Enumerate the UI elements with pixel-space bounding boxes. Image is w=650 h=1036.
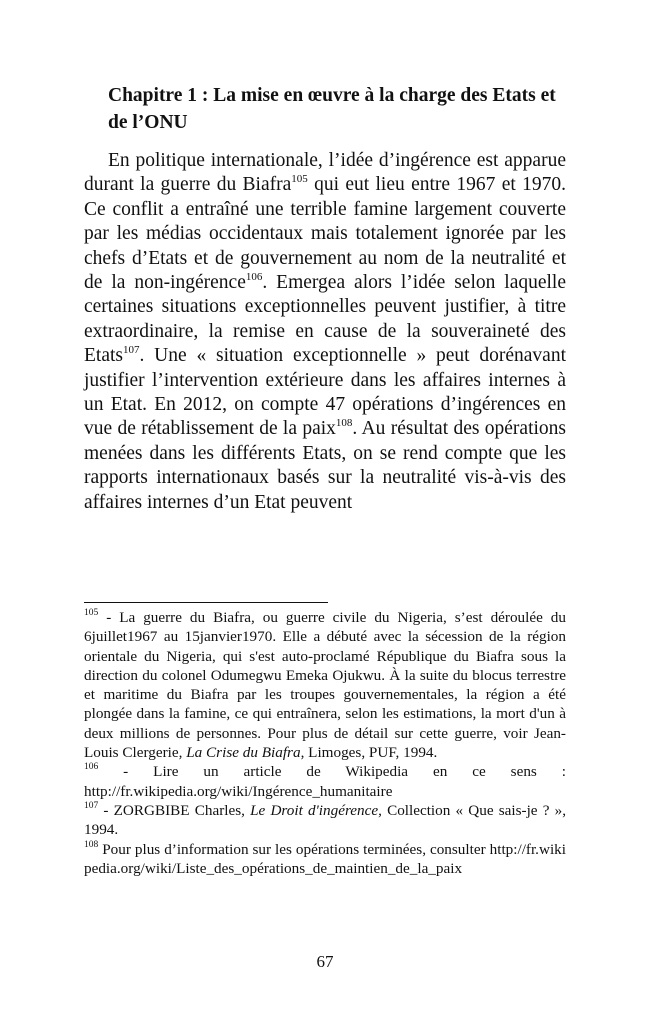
page-number: 67 [316, 952, 334, 971]
footnote-106 [84, 762, 566, 801]
footnote-text: , Limoges, PUF, 1994. [300, 744, 438, 762]
footnote-text: - ZORGBIBE Charles, [98, 801, 251, 819]
footnote-105 [84, 608, 566, 762]
wikipedia-link[interactable]: http://fr.wikipedia.org/wiki/Liste_des_opérations_de_maintien_de_la_paix [84, 840, 566, 877]
footnote-number: 105 [84, 607, 99, 618]
footnote-text: - La guerre du Biafra, ou guerre civile du Nigeria, s’est déroulée du 6juillet1967 au 15janvier1970. Elle a débuté avec la sécession de la région orientale du Nigeria, qui s'est auto-proclamé République du Biafra sous la direction du colonel Odumegwu Emeka Ojukwu. À la suite du blocus terrestre et maritime du Biafra par les troupes gouvernementales, la région a été plongée dans la famine, ce qui entraînera, selon les estimations, la mort d'un à deux millions de personnes. Pour plus de détail sur cette guerre, voir Jean-Louis Clergerie, [84, 609, 566, 762]
footnote-text: Pour plus d’information sur les opérations terminées, consulter [98, 840, 486, 858]
footnote-number: 106 [84, 762, 99, 773]
footnote-ref-106[interactable]: 106 [245, 270, 263, 283]
footnote-ref-105[interactable]: 105 [291, 172, 308, 185]
chapter-title: Chapitre 1 : La mise en œuvre à la charge des Etats et de l’ONU [108, 85, 556, 133]
footnote-107 [84, 801, 566, 840]
footnote-number: 107 [84, 800, 99, 811]
body-text-segment: qui eut lieu entre 1967 et 1970. Ce conflit a entraîné une terrible famine largement couverte par les médias occidentaux mais totalement ignorée par les chefs d’Etats et de gouvernement au nom de la neutralité et de la non-ingérence [84, 174, 566, 294]
footnote-ref-107[interactable]: 107 [123, 343, 140, 356]
footnote-ref-108[interactable]: 108 [335, 416, 353, 429]
body-text-segment: . Emergea alors l’idée selon laquelle certaines situations exceptionnelles peuvent justifier, à titre extraordinaire, la remise en cause de la souveraineté des Etats [84, 272, 567, 367]
footnotes-section [84, 608, 566, 878]
footnote-text: , Collection « Que sais-je ? », 1994. [84, 801, 566, 839]
footnote-number: 108 [84, 839, 99, 850]
footnote-text: - Lire un article de Wikipedia en ce sens : [98, 763, 566, 781]
book-title: Le Droit d'ingérence [250, 801, 379, 819]
book-title: La Crise du Biafra [186, 744, 301, 762]
body-paragraph [84, 149, 566, 515]
wikipedia-link[interactable]: http://fr.wikipedia.org/wiki/Ingérence_humanitaire [84, 782, 393, 800]
body-text-segment: . Une « situation exceptionnelle » peut dorénavant justifier l’intervention extérieure dans les affaires internes à un Etat. En 2012, on compte 47 opérations d’ingérences en vue de rétablissement de la paix [84, 345, 566, 440]
body-text-segment: . Au résultat des opérations menées dans les différents Etats, on se rend compte que les rapports internationaux basés sur la neutralité vis-à-vis des affaires internes d’un Etat peuvent [84, 418, 567, 513]
footnote-separator [84, 602, 328, 603]
footnote-108 [84, 840, 566, 879]
body-text-segment: En politique internationale, l’idée d’ingérence est apparue durant la guerre du Biafra [84, 150, 566, 196]
